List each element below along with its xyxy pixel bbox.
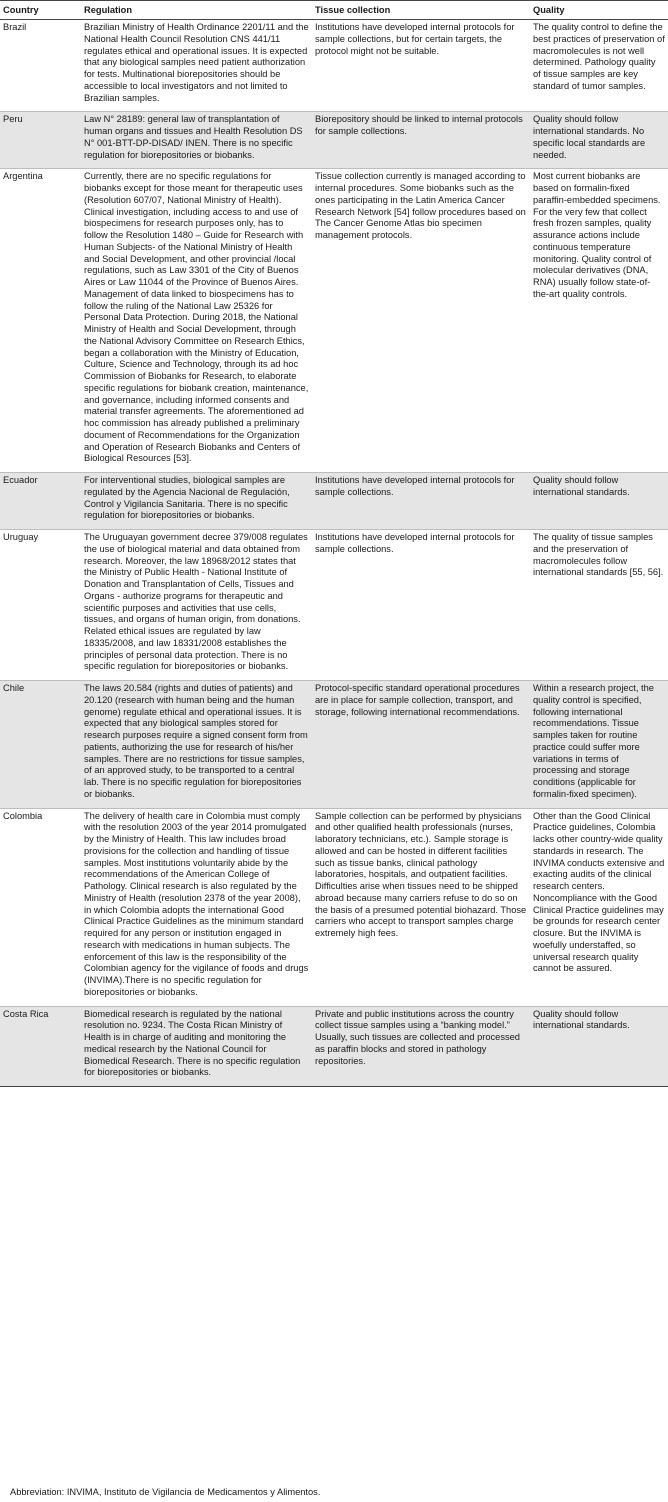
tissue-cell: Private and public institutions across the country collect tissue samples using a “banking model.” Usually, such tissues are collected and processed as paraffin blocks and stored in pathology repositories.	[312, 1006, 530, 1087]
country-cell: Ecuador	[0, 473, 81, 530]
table-row	[0, 169, 668, 473]
regulation-cell: Biomedical research is regulated by the national resolution no. 9234. The Costa Rican Ministry of Health is in charge of auditing and monitoring the medical research by the National Council for Biomedical Research. There is no specific regulation for biorepositories or biobanks.	[81, 1006, 312, 1087]
table-row	[0, 808, 668, 1006]
regulation-cell: For interventional studies, biological samples are regulated by the Agencia Nacional de Regulación, Control y Vigilancia Sanitaria. There is no specific regulation for biorepositories or biobanks.	[81, 473, 312, 530]
table-row	[0, 20, 668, 112]
header-tissue-collection: Tissue collection	[312, 1, 530, 20]
tissue-cell: Sample collection can be performed by physicians and other qualified health professionals (nurses, laboratory technicians, etc.). Sample storage is allowed and can be hosted in different facilities such as tissue banks, clinical pathology laboratories, hospitals, and outpatient facilities. Difficulties arise when tissues need to be shipped abroad because many carriers refuse to do so on the basis of a presumed potential biohazard. Those carriers who accept to transport samples charge extremely high fees.	[312, 808, 530, 1006]
country-cell: Peru	[0, 112, 81, 169]
country-cell: Chile	[0, 681, 81, 809]
tissue-cell: Institutions have developed internal protocols for sample collections, but for certain targets, the protocol might not be suitable.	[312, 20, 530, 112]
country-cell: Argentina	[0, 169, 81, 473]
country-cell: Uruguay	[0, 530, 81, 681]
regulation-cell: Law N° 28189: general law of transplantation of human organs and tissues and Health Resolution DS N° 001-BTT-DP-DISAD/ INEN. There is no specific regulation for biorepositories or biobanks.	[81, 112, 312, 169]
table-row	[0, 1006, 668, 1087]
quality-cell: The quality of tissue samples and the preservation of macromolecules follow international standards [55, 56].	[530, 530, 668, 681]
table-row	[0, 112, 668, 169]
quality-cell: Within a research project, the quality control is specified, following international recommendations. Tissue samples taken for routine practice could suffer more variations in terms of processing and storage conditions (applicable for formalin-fixed specimen).	[530, 681, 668, 809]
header-country: Country	[0, 1, 81, 20]
table-row	[0, 530, 668, 681]
regulation-cell: The laws 20.584 (rights and duties of patients) and 20.120 (research with human being and the human genome) regulate ethical and operational issues. It is expected that any biological samples stored for research purposes require a signed consent form from patients, authorizing the use for research of his/her samples. There are no restrictions for tissue samples, of an approved study, to be transported to a central lab. There is no specific regulation for biorepositories or biobanks.	[81, 681, 312, 809]
quality-cell: Quality should follow international standards.	[530, 473, 668, 530]
header-row	[0, 1, 668, 20]
quality-cell: Other than the Good Clinical Practice guidelines, Colombia lacks other country-wide quality standards in research. The INVIMA conducts extensive and exacting audits of the clinical research centers. Noncompliance with the Good Clinical Practice guidelines may be grounds for research center closure. But the INVIMA is woefully understaffed, so universal research quality cannot be assured.	[530, 808, 668, 1006]
quality-cell: Quality should follow international standards.	[530, 1006, 668, 1087]
tissue-cell: Protocol-specific standard operational procedures are in place for sample collection, transport, and storage, following international recommendations.	[312, 681, 530, 809]
regulation-cell: The delivery of health care in Colombia must comply with the resolution 2003 of the year 2014 promulgated by the Ministry of Health. This law includes broad provisions for the collection and handling of tissue samples. Most institutions voluntarily abide by the recommendations of the American College of Pathology. Clinical research is also regulated by the Ministry of Health (resolution 2378 of the year 2008), in which Colombia adopts the international Good Clinical Practice Guidelines as the minimum standard required for any person or institution engaged in research with medications in human subjects. The enforcement of this law is the responsibility of the Colombian agency for the vigilance of foods and drugs (INVIMA).There is no specific regulation for biorepositories or biobanks.	[81, 808, 312, 1006]
tissue-cell: Tissue collection currently is managed according to internal procedures. Some biobanks such as the ones participating in the Latin America Cancer Research Network [54] follow procedures based on The Cancer Genome Atlas bio specimen management protocols.	[312, 169, 530, 473]
regulation-cell: Currently, there are no specific regulations for biobanks except for those meant for therapeutic uses (Resolution 607/07, National Ministry of Health). Clinical investigation, including access to and use of biospecimens for research purposes only, has to follow the Resolution 1480 – Guide for Research with Human Subjects- of the National Ministry of Health and Social Development, and other provincial /local regulations, such as Law 3301 of the City of Buenos Aires or Law 11044 of the Province of Buenos Aires. Management of data linked to biospecimens has to follow the ruling of the National Law 25326 for Personal Data Protection. During 2018, the National Ministry of Health and Social Development, through the National Advisory Committee on Research Ethics, began a collaboration with the Ministry of Education, Culture, Science and Technology, through its ad hoc Commission of Biobanks for Research, to elaborate specific regulations for biobank creation, maintenance, and governance, including informed consents and material transfer agreements. The aforementioned ad hoc commission has already published a preliminary document of Recommendations for the Organization and Operation of Research Biobanks and Centers of Biological Resources [53].	[81, 169, 312, 473]
country-cell: Brazil	[0, 20, 81, 112]
table-footnote: Abbreviation: INVIMA, Instituto de Vigilancia de Medicamentos y Alimentos.	[10, 1487, 321, 1497]
quality-cell: The quality control to define the best practices of preservation of macromolecules is not well determined. Pathology quality of tissue samples are key standard of tumor samples.	[530, 20, 668, 112]
tissue-cell: Institutions have developed internal protocols for sample collections.	[312, 473, 530, 530]
table-row	[0, 473, 668, 530]
header-quality: Quality	[530, 1, 668, 20]
tissue-cell: Biorepository should be linked to internal protocols for sample collections.	[312, 112, 530, 169]
table-row	[0, 681, 668, 809]
country-cell: Colombia	[0, 808, 81, 1006]
regulation-cell: The Uruguayan government decree 379/008 regulates the use of biological material and data obtained from research. Moreover, the law 18968/2012 states that the Ministry of Public Health - National Institute of Donation and Transplantation of Cells, Tissues and Organs - authorize programs for therapeutic and scientific purposes and activities that use cells, tissues, and organs of human origin, from donations. Related ethical issues are regulated by law 18335/2008, and law 18331/2008 establishes the principles of personal data protection. There is no specific regulation for biorepositories or biobanks.	[81, 530, 312, 681]
quality-cell: Most current biobanks are based on formalin-fixed paraffin-embedded specimens. For the very few that collect fresh frozen samples, quality assurance actions include continuous temperature monitoring. Quality control of molecular derivatives (DNA, RNA) usually follow state-of-the-art quality controls.	[530, 169, 668, 473]
tissue-cell: Institutions have developed internal protocols for sample collections.	[312, 530, 530, 681]
header-regulation: Regulation	[81, 1, 312, 20]
regulation-cell: Brazilian Ministry of Health Ordinance 2201/11 and the National Health Council Resolution CNS 441/11 regulates ethical and operational issues. It is expected that any biological samples need patient authorization for tests. Multinational biorepositories should be accessible to local investigators and not limited to Brazilian samples.	[81, 20, 312, 112]
quality-cell: Quality should follow international standards. No specific local standards are needed.	[530, 112, 668, 169]
country-cell: Costa Rica	[0, 1006, 81, 1087]
